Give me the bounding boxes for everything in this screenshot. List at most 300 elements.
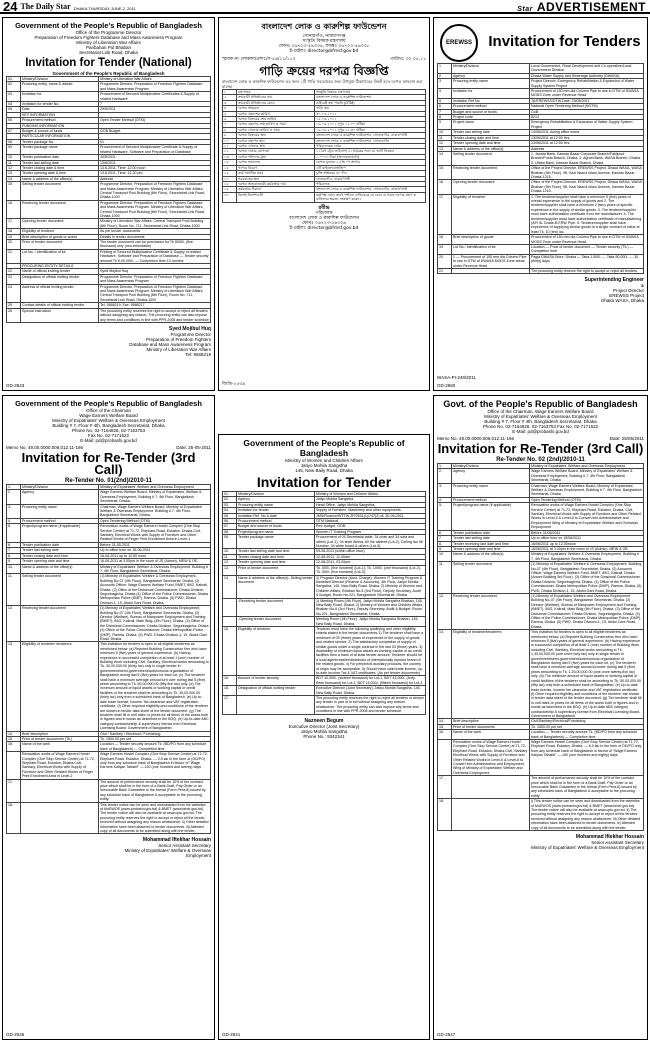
row-value: Rev. budget, GOB. [315,524,426,529]
row-label: Tender closing date and time [452,135,530,140]
row-value: (1) Ministry of Expatriates' Welfare and Overseas Employment, Building No-07 (4th Floor), Bangladesh Secretariat, Dhaka. (2) Director (Welfare), Bureau of Manpower Employment and Training (BMET), 89/2, Kakrail, Main Bldg (4th Floor), Dhaka. (3) Office of the Divisional Commissioner, Dhaka Division, Segunbagicha, Dhaka. (4) Office of the Police Commissioner, Dhaka Metropolitan Police (DMP), Ramna, Dhaka. (5) PWD, Dhaka Division-1, 15, Abdul Gani Road, Dhaka. [530,593,644,629]
logo-text: EREWSS [445,40,472,46]
row-number: 20 [438,254,452,268]
row-label: Tender package name [237,535,315,549]
ad-folk-arts-foundation [218,17,430,391]
row-label: Renovation works of Wage Earners Hostel Complex (One Stop Service Center) at 71-72, Elephant Road, Eskaton, Dhaka-Civil, Sanitary, Electrical Works with Supply of Furniture and Other Related Works of Finger Print Enrollment Area in Level-1 [21,752,99,779]
row-label: Invitation Ref. No & date [237,513,315,518]
row-number: 5. [438,503,452,530]
signer-title: Senior Assistant Secretary [591,840,644,846]
row-label: Project code [452,115,530,120]
row-number: 9 [438,120,452,130]
row-label: 1 — Procurement of 150 mm dia Column Pipe to use in DTW of DWASA MODS Zone areas under Revenue Head [452,254,530,268]
row-label: Special instruction [21,308,99,322]
row-number: 18 [7,229,21,234]
row-label: ক্রয়কারী প্রতিষ্ঠানের নাম [237,95,315,100]
row-label: পণ্যের বিবরণ [237,165,315,170]
row-label: Invitation for [21,92,99,102]
row-value: Tk. 1500.00 per set. [530,724,644,729]
row-label: Receiving tender document [21,200,99,219]
paper-date: DHAKA THURSDAY JUNE 2, 2011 [73,5,136,11]
row-label: Agency [21,490,99,504]
table-row [438,730,644,740]
row-number: ১ [223,90,237,95]
table-row [438,562,644,594]
row-number: 17 [438,194,452,235]
row-value: ১টি মাইক্রোবাস/জিপ [315,165,426,170]
row-value: Wage Earners Hostel Complex (One Stop Service Center) at 71-72, Elephant Road, Eskaton, Dhaka. — 6.0 lac in the form of DD/PO only from any schedule bank of Bangladesh in favour of "Wage Earners Kallyan Tahabil" — 180 (one hundred and eighty) days [530,739,644,775]
row-label: Eligibility of tenderer [21,229,99,234]
row-label: Name of official inviting tender [21,269,99,274]
row-value: Procurement of 150 mm dia Column Pipe to use in DTW of DWASA MODS Zone under Revenue Head. [530,89,644,99]
table-row [7,92,211,102]
ad-gov-heading: Government of the People's Republic of Bangladesh [15,399,202,408]
ad-line: Building # 7, Floor # 4th, Bangladesh Secretariat, Dhaka [52,423,165,428]
section-label: ADVERTISEMENT [536,0,646,14]
row-label: Tender last selling date [452,536,530,541]
row-label: Agency [452,73,530,78]
row-number: 7. [438,536,452,541]
row-label: দরপত্র দলিলের মূল্য [237,154,315,159]
ad-gov-heading: Govt. of the People's Republic of Bangladesh [443,399,638,409]
row-value: Office of the Project Director, EREWSS Project, Dhaka WASA, WASA Bhaban (5th Floor), 98, Kazi Nazrul Islam Avenue, Kawran Bazar, Dhaka-1215. [531,180,642,194]
row-number: 20 [7,240,21,250]
signature-block [222,718,426,739]
table-row [223,617,426,627]
row-number: 3. [7,504,21,518]
row-value: The amount of performance security shall be 10% of the contract price which shall be in the form of a Bank Draft, Pay Order or an Irrevocable Bank Guarantee in the format (Form Pera-6) issued by any scheduled bank of Bangladesh & acceptable to the procuring entity. [530,776,644,799]
table-row [7,642,211,731]
row-label: Budget and source of funds [237,524,315,529]
row-number: 10. [438,552,452,562]
row-label: Tender last selling date [21,160,99,165]
row-label: Designation of official inviting tender [21,274,99,284]
row-number: 15. [7,736,21,741]
row-label: Tender last selling date [21,548,99,553]
row-number: ২ [223,95,237,100]
table-row [7,752,211,779]
ad-freedom-fighters-tender [2,17,215,391]
row-value: Jatiyo Mohila Sangstha. [315,497,426,502]
row-value: Head Office, Jatiyo Mohila Sangstha. [315,502,426,507]
row-number: 10 [438,130,452,135]
table-row [438,245,644,255]
row-number: 11 [438,135,452,140]
row-number: 03 [7,92,21,102]
row-label: Procurement method [452,497,530,502]
row-label: মন্ত্রণালয় [237,90,315,95]
table-row [223,626,426,675]
table-row [438,64,644,74]
row-number: 14. [7,731,21,736]
gd-number: জিডি-২৫৩৯ [222,382,246,387]
row-label: Tender opening date and time [452,141,530,146]
row-label: Procuring entity name [237,502,315,507]
page-number: 24 [3,0,18,14]
row-value: Wage Earners Welfare Board, Ministry of Expatriates' Welfare & Overseas Employment, Building # 7, 4th Floor, Bangladesh Secretariat, Dhaka [530,469,644,483]
row-label: Name & address of the office(s) [452,146,530,151]
table-row [223,686,426,696]
row-value: Renovation works of Wage Earners Hostel Complex (One Stop Service Center) at 71-72, Elephant Road, Eskaton, Dhaka- Civil, Sanitary, Electrical Works with Supply of Furniture and Other Related Works in Level-0 & Level-6 to Convert into Administrative and Employment Wing of Ministry of Expatriates' Welfare and Overseas Employment [530,503,644,530]
row-label: Project/program name (if applicable) [21,524,99,543]
row-number: 08. [223,529,237,534]
row-label: Brief description [21,731,99,736]
row-value: (1) Ministry of Expatriates' Welfare and Overseas Employment, Building No-07 (4th Floor), Bangladesh Secretariat, Dhaka. (2) Director (Welfare), Bureau of Manpower Employment and Training (BMET), 89/2, Kakrail, Main Bldg. (4th Floor), Dhaka. (3) Office of the Divisional Commissioner, Dhaka Division, Segunbagicha, Dhaka (4) Office of the Police Commissioner, Dhaka Metropolitan Police (DMP), Ramna, Dhaka. (5) PWD, Dhaka Division-1, 15, Abdul Gani Road, Dhaka. [99,606,211,642]
table-row [438,194,644,235]
row-value: 13/06/2011 during office hours. [530,130,644,135]
signer-line: EREWSS Project [609,293,644,299]
row-label: Ministry/Division [21,77,99,82]
row-label: Agency [452,469,530,483]
row-number: 17 [7,219,21,229]
row-value: বাংলাদেশ লোক ও কারুশিল্প ফাউন্ডেশন, সোনারগাঁও [315,138,426,143]
row-value: As per tender documents [99,229,211,234]
row-label: -Opening tender document [237,617,315,627]
gd-number: GD-2547 [437,1032,456,1037]
row-label: Name & address of the office(s) [452,552,530,562]
row-number: 18. [7,802,21,834]
ad-line: Ministry of Liberation War Affairs [76,40,141,45]
signer-line: Employment [185,853,211,859]
ad-line: 145, New Baily Road, Dhaka [295,468,353,473]
signature-block [437,834,644,850]
row-value: Address [99,176,211,181]
row-value: OTM National. [315,519,426,524]
signer-line: ই-মেইলঃ director@bfmsf.gov.bd [289,225,359,231]
row-number: 3. [438,483,452,497]
row-number: 19 [438,245,452,255]
row-number: 8. [7,553,21,558]
row-label: দরপত্র আহবান [237,106,315,111]
row-label: Lot No. / Identification of lot [21,249,99,263]
row-value: Address [530,146,644,151]
row-value: 7 [99,102,211,107]
row-label: Tender last selling date [452,130,530,135]
signer-title: Senior Assistant Secretary [158,843,211,849]
tender-table [437,63,644,274]
table-row [7,564,211,574]
table-row [438,739,644,775]
row-number: 8 [438,115,452,120]
row-label: Renovation works of Wage Earners Hostel Complex (One Stop Service Center) at 71-72, Elephant Road, Eskaton, Dhaka-Civil, Sanitary Electrical Works with Supply of Furniture and Other Related Works in Level-0 & Level-6 to Convert into Administrative and Employment Wing of Ministry of Expatriates' Welfare and Overseas Employment [452,739,530,775]
row-number: 10. [7,564,21,574]
row-number: 13 [438,146,452,151]
row-value: Procurement of Secured Multiplicative Certificate & Supply of related Hardware, Software and Preparation of Database [99,145,211,155]
row-number: ৪ [223,106,237,111]
row-number: 18. [438,799,452,831]
signer-line: Ministry of Expatriates' Welfare & Overseas Employment [531,845,644,851]
row-number: 06. [223,519,237,524]
row-number: 13. [438,630,452,719]
table-row [223,513,426,518]
table-row [7,145,211,155]
row-number: 7. [7,548,21,553]
row-label: Selling tender document [21,182,99,201]
row-value: GOB Budget [99,129,211,134]
table-row [223,565,426,575]
table-row [438,89,644,99]
row-value: 13/06/2011 at 12:00 Hrs. [530,135,644,140]
wasa-ref: WASA-PI-249/2011 [437,375,476,380]
table-row [7,490,211,504]
row-label: Designation of official inviting tender [237,686,315,696]
row-label: -Receiving tender document [237,598,315,617]
row-label: Name of the work [21,742,99,752]
table-row [438,469,644,483]
row-label: KEY INFORMATION [21,112,99,117]
row-label: Budget and source of funds [452,109,530,114]
ad-line: Ministry of Expatriates' Welfare & Overseas Employment [52,418,165,423]
row-value: সোনারগাঁও, নারায়ণগঞ্জ [315,176,426,181]
ad-title: গাড়ি ক্রয়ের দরপত্র বিজ্ঞপ্তি [259,64,389,78]
row-value: Printing of Secured Multiplicative Certificate & Supply of related Hardware, Software and Preparation of Database — Tender security amount Tk 6,00,000/- — Completion time 10 months [100,249,209,263]
row-value: 09-06-2011 (within office hour). [315,549,426,554]
row-number: ৬ [223,117,237,122]
row-value: Before 31-05-2011 [99,542,211,547]
row-number: 15 [7,182,21,201]
row-label: Procurement method [237,519,315,524]
row-label: Invitation for [452,89,530,99]
signer-name: Mohammad Iftekhar Hossain [142,837,211,844]
row-number: 11. [438,562,452,594]
row-value: 13.6.2011, Time: 12.00 noon [99,165,211,170]
row-number: 8. [438,541,452,546]
row-number: 15 [438,166,452,180]
table-row [438,269,644,274]
row-value: বাংলাদেশ লোক ও কারুশিল্প ফাউন্ডেশন, সোনারগাঁও, নারায়ণগঞ্জ [315,187,426,192]
row-label: Date [21,107,99,112]
ad-line: Secretariat Link Road, Dhaka [79,50,138,55]
ad-title: Invitation for Re-Tender (3rd Call) [437,441,644,456]
memo-date: Date: 25-05-2011 [176,445,211,450]
row-number: 9. [438,546,452,551]
row-number: 23 [7,274,21,284]
row-value: Ministry of Expatriates' Welfare and Overseas Employment [530,464,644,469]
signer-title: Executive Director (Joint Secretary) [288,723,360,729]
table-row [438,503,644,530]
row-value: Location — Tender security amount Tk. (BD/PO from any schedule bank of Bangladesh) — Completion time [99,742,211,752]
row-label: Invitation Ref No [452,98,530,103]
row-value: 1) Program Director (Asst. Charge), Women IT Training Program & Assistant Director (Finance & Accounts), 4th Floor, Jatiyo Mohila Sangstha, 145, New Baily Road, Dhaka. 2) Ministry of Women and Children Affairs, Bhaban No-6 (3rd Floor), Deputy Secretary, Audit & Budget, Room No-221, Bangladesh Secretariat, Dhaka. [315,575,426,598]
signer-line: Preparation of Freedom Fighters [145,336,211,342]
masthead [0,0,650,14]
table-row [438,630,644,719]
table-row [7,524,211,543]
table-row [438,120,644,130]
row-number: 13. [223,565,237,575]
table-row [7,559,211,564]
row-number: ১৮ [223,181,237,186]
row-number: 1. [438,464,452,469]
row-number: ১১ [223,144,237,149]
row-value: Supply of Furniture, Machinery and other equipments. [315,508,426,513]
row-number: 4. [7,518,21,523]
row-label: Brief description of goods [452,235,530,245]
tender-table [437,463,644,831]
row-number: 11 [7,160,21,165]
table-row [438,180,644,194]
row-number: ১৬ [223,171,237,176]
row-label: দরপত্র বিক্রয়ের স্থান [237,133,315,138]
ad-line: Phone No. 02-7164828, 02-7163753 Fax No. 02-7171622 [482,424,599,429]
row-label: Amount of tender security [237,676,315,686]
row-number: 16 [438,180,452,194]
row-value: Chairman, Wage Earners Welfare Board, Ministry of Expatriates' Welfare & Overseas Employment, Building # 7, 4th Floor, Bangladesh Secretariat, Dhaka [531,483,642,497]
row-label: Brief description [452,719,530,724]
ad-line: Ministry of Expatriates' Welfare & Overseas Employment [484,414,597,419]
row-number: 12. [438,593,452,629]
row-label: PARTICULAR INFORMATION [21,134,99,139]
table-row [438,254,644,268]
row-value: National Open Tendering Method (NOTM) [530,104,644,109]
memo-number: Memo No. 49.00.0000.006.012.11-166 [6,445,83,450]
row-value: Up to office hour on 15-06-2011 [99,548,211,553]
row-number: 04. [223,508,237,513]
row-value: The procuring entity reserves the right to reject all tenders or accept any tender in part or in full without assigning any reason whatsoever. The procuring entity can also impose any terms and conditions in line with PPR-2008 and tender schedule. [316,696,424,714]
row-number: 04 [7,102,21,107]
row-number: 17. [223,696,237,715]
row-number: 2 [438,73,452,78]
row-value: Open Tendering Method (OTM) [99,518,211,523]
row-value: Meeting Room (4th Floor), Jatiyo Mohila Sangstha Bhaban, 145, New Baily Road, Dhaka. [315,617,426,627]
signer-name: Mohammad Iftekhar Hossain [575,834,644,841]
ad-line: Phone No. 02-7164828, 02-7163753 [71,428,146,433]
row-number: ১৫ [223,165,237,170]
row-value: Tk. 1500.00 per set [99,736,211,741]
row-label: দরপত্র খোলার স্থান [237,144,315,149]
table-row [7,284,211,303]
row-number: 16 [7,200,21,219]
ad-gov-heading: Government of the People's Republic of Bangladesh [243,438,405,458]
ad-wage-earners-retender-01 [2,395,215,1040]
row-value: Renovation works of Wage Earners Hostel Complex (One Stop Service Center) at 71-72, Elephant Road, Eskaton, Dhaka-Civil, Sanitary, Electrical Works with Supply of Furniture and Other Related Works of Finger Print Enrollment Area in Level-1 [99,524,211,543]
row-label: Tender receiving last date and time [452,541,530,546]
ad-erewss-tenders [433,17,648,391]
memo-row [222,56,426,63]
signature-block [6,837,211,858]
table-row [7,82,211,92]
ad-line: Fax No. 02-7171622 [87,433,130,438]
gd-number: GD-2543 [6,383,25,388]
ad-office: Office of the Chairman [86,408,131,413]
row-value: 13.6.2011, Time: 12.30 pm [99,171,211,176]
row-value: ১। বৈধ ট্রেড লাইসেন্স ২। আয়কর সনদ ৩। ভ্যাট নিবন্ধন [315,149,426,154]
row-number [438,739,452,775]
row-value: Programme Director, Preparation of Freedom Fighters Database and Mass Awareness Program [99,82,211,92]
signer-line: Phone No.: 9342341 [303,733,345,739]
table-row [7,200,211,219]
row-number: 14. [438,719,452,724]
row-label [21,802,99,834]
table-row [438,464,644,469]
ad-wage-earners-retender-02 [433,395,648,1040]
table-row [7,249,211,263]
row-value: সংস্কৃতি বিষয়ক মন্ত্রণালয় [315,90,426,95]
memo-number: Memo No. 49.00.0000.006.012.11-166 [437,436,514,441]
row-value: The procuring entity reserves the right to accept or reject all tenders without assigning any reason. The procuring entity can also impose any terms and conditions in line with PPR-2008 and tender schedule [100,308,209,322]
ad-title: Invitation for Tenders [488,33,641,50]
row-number: 05. [223,513,237,518]
row-label [237,696,315,715]
row-label: Procurement method [21,118,99,123]
row-value: Pagla DWASA Store, Dhaka — Taka 1,500/- — Taka 90,000/- — 30 (thirty) days [530,254,644,268]
row-label: Procurement method [452,104,530,109]
paper-name: The Daily Star [20,1,71,11]
row-label: Ministry/Division [21,485,99,490]
row-number: 14 [7,176,21,181]
row-value: The tender document can be purchased for Tk 5000/- (five thousand) only (non-refundable) [99,240,211,250]
signer-line: Ministry of Expatriates' Welfare & Overseas [124,848,211,854]
row-value: The amount of performance security shall be 10% of the contract price which shall be in the form of a Bank Draft, Pay Order or an Irrevocable Bank Guarantee in the format (Form Pera-6) issued by any schedule bank of Bangladesh & acceptable to the procuring entity. [99,779,211,802]
row-label: দরপত্র বিক্রয়ের শেষ তারিখ [237,117,315,122]
row-label: Tender closing date and time [237,554,315,559]
row-value: This tender notice can be seen and downloaded from the websites of MoEWOE (www.probashi.gov.bd) & BMET (www.bmet.gov.bd). The tender notice will also be available at www.cptu.gov.bd. The procuring entity reserves the right to accept or reject all the tender received without assigning any reason whatsoever. ii) Other detailed information have been attached to tender documents. iii) Attested copy of all documents to be submitted along with the tender. [99,802,211,834]
table-row [7,485,211,490]
row-value: (1) Ministry of Expatriates' Welfare & Overseas Employment, Building No-07 (4th Floor), Bangladesh Secretariat, Dhaka. (2) Accounts Officer, Wage Earners Welfare Fund, BMET, 89/2, Kakrail, Dhaka (Annex Building 3rd Floor). (3) Office of the Divisional Commissioner, Dhaka Division, Segunbagicha, Dhaka. (4) Office of the Police Commissioner, Dhaka Metropolitan Police (DMP), Ramna, Dhaka. (5) PWD, Dhaka Division-1, 15, Abdul Gani Road, Dhaka. [530,562,644,594]
row-value: 16/06/2011 at 3.00pm in the room of JS (Admin), MEW & OE. [530,546,644,551]
ad-line: সংস্কৃতি বিষয়ক মন্ত্রণালয় [302,39,346,44]
row-number: 15. [223,626,237,675]
row-value: 12-06-2011, 03.00pm. [315,560,426,565]
memo-number: স্মারক নং লোকফা/প্রশাঃ/গ-৪৬/১১/১১০ [222,57,296,62]
row-label: Agency [237,497,315,502]
row-value: বাংলাদেশ লোক ও কারুশিল্প ফাউন্ডেশন [315,95,426,100]
row-number: 4. [438,497,452,502]
table-row [438,235,644,245]
row-number: ১২ [223,149,237,154]
row-value: Women IT Training Program. [315,529,426,534]
row-value: Procurement of 04 Secretarial table, 34 chair and 34 sofa and others (Lot-1), 04 steel Almira, 60 file cabinet (Lot-2), Ceiling fan 06 Number, 34 white board & others (Lot-3). [315,535,426,549]
row-number: 11. [223,554,237,559]
ad-line: E-Mail: pd@probashi.gov.bd [512,429,569,434]
row-number: 12. [7,606,21,642]
row-value: Tk. 500/- (five hundred) (Lot-1); Tk. 1000/- (one thousand) (Lot-2), Tk. 500/- (five hundred) (Lot-3). [315,565,426,575]
row-label: Tender opening date & time [21,171,99,176]
ad-line: Building # 7, Floor # 4th, Bangladesh Secretariat, Dhaka [484,419,597,424]
row-label: Tender last selling date and time [237,549,315,554]
row-label: Ministry/Division [452,464,530,469]
row-label [452,776,530,799]
row-number: 08 [7,139,21,144]
row-value: Syed Mojibul Huq [99,269,211,274]
row-number: 09. [223,535,237,549]
row-value: Programme Director, Preparation of Freedom Fighters Database and Mass Awareness Program, Ministry of Liberation War Affairs, Central Transport Pool Building (6th Floor), Secretariat Link Road, Dhaka-1000 [99,200,211,219]
row-label: Price of tender documents [452,724,530,729]
table-row [7,504,211,518]
row-value: বাংলাদেশ লোক ও কারুশিল্প ফাউন্ডেশন, সোনারগাঁও, নারায়ণগঞ্জ [315,133,426,138]
table-row [223,598,426,617]
ad-subtitle: Re-Tender No. 01(2nd)/2010-11 [65,478,152,484]
row-label: Contact details of official inviting tender [21,303,99,308]
row-value: চুক্তি স্বাক্ষরের ৩০ দিন [315,171,426,176]
row-number: ১৭ [223,176,237,181]
row-label [21,779,99,802]
row-value: Ministry of Liberation War Affairs, Central Transport Pool Building (6th Floor), Room No. 711, Secretariat Link Road, Dhaka-1000 [99,219,211,229]
row-value: i) This tender notice can be seen and downloaded from the websites of MoEWOE (www.probashi.gov.bd) & BMET (www.bmet.gov.bd). The tender notice will also be available at www.cptu.gov.bd. ii) The procuring entity reserves the right to accept or reject all the tenders received without assigning any reason whatsoever. iii) Other detailed information have been attached to tender documents. iv) Attested copy of all documents to be submitted along with the tender. [530,799,644,831]
row-label: Tender publication date [21,155,99,160]
row-number: 21 [7,249,21,263]
row-label: Project/program name [237,529,315,534]
row-number: 2. [438,469,452,483]
row-value: 13/6/2011 [99,160,211,165]
row-number: 12. [223,560,237,565]
row-number: 10 [7,155,21,160]
row-value: Ministry of Women and Children Affairs. [315,492,426,497]
ad-line: ই-মেইলঃ director@bfmsf.gov.bd [289,49,359,54]
row-value: 01 [99,139,211,144]
row-value: পরিচালকের দপ্তর [315,144,426,149]
table-row [223,676,426,686]
